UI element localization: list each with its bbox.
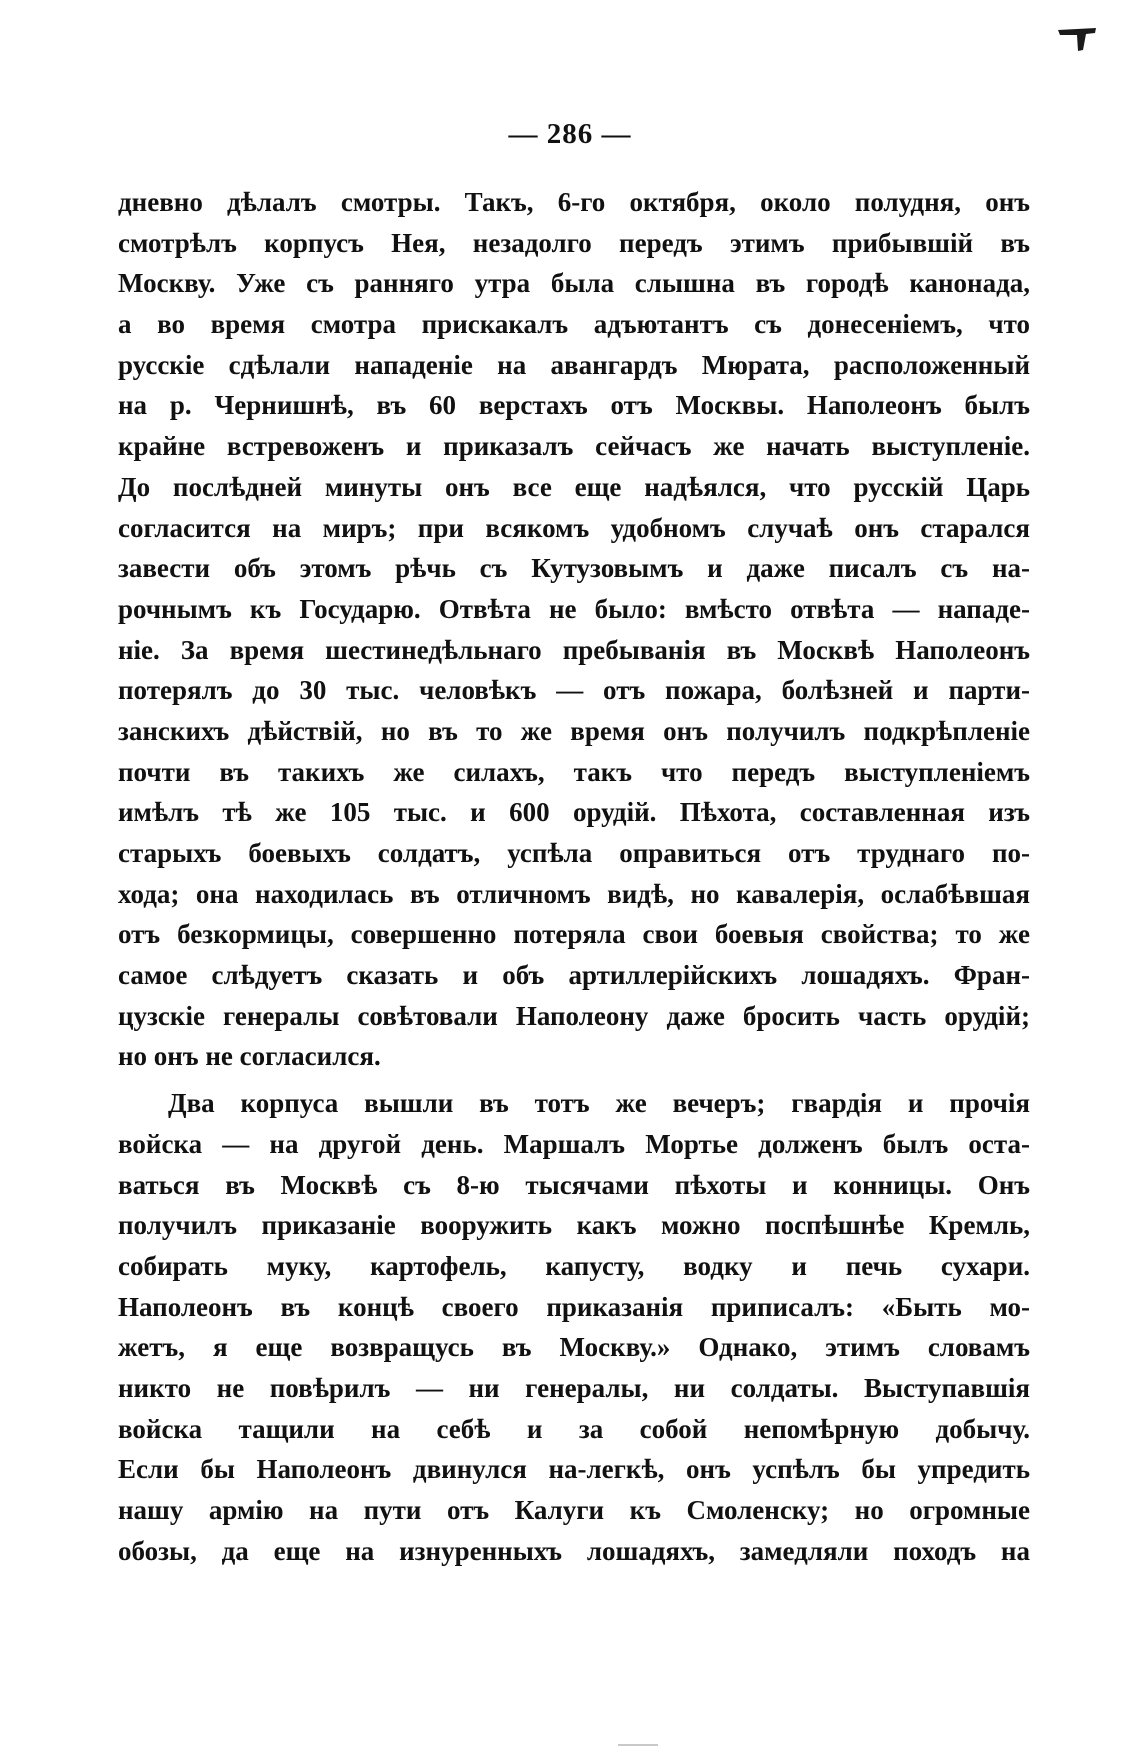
paragraph-2 <box>118 1083 1030 1571</box>
text-line: Москву. Уже съ ранняго утра была слышна въ городѣ канонада, <box>118 268 1030 299</box>
text-line: цузскіе генералы совѣтовали Наполеону даже бросить часть орудій; <box>118 1000 1030 1031</box>
text-line: дневно дѣлалъ смотры. Такъ, 6-го октября, около полудня, онъ <box>118 187 1030 217</box>
faint-bottom-mark <box>618 1744 658 1746</box>
text-line: отъ безкормицы, совершенно потеряла свои боевыя свойства; то же <box>118 919 1030 950</box>
text-line: на р. Чернишнѣ, въ 60 верстахъ отъ Москвы. Наполеонъ былъ <box>118 390 1030 421</box>
text-line: потерялъ до 30 тыс. человѣкъ — отъ пожара, болѣзней и парти- <box>118 675 1030 706</box>
text-line: занскихъ дѣйствій, но въ то же время онъ получилъ подкрѣпленіе <box>118 715 1030 746</box>
text-line: ніе. За время шестинедѣльнаго пребыванія въ Москвѣ Наполеонъ <box>118 634 1030 665</box>
text-line: нашу армію на пути отъ Калуги къ Смоленску; но огромные <box>118 1495 1030 1525</box>
text-line: старыхъ боевыхъ солдатъ, успѣла оправиться отъ труднаго по- <box>118 838 1030 868</box>
text-line: получилъ приказаніе вооружить какъ можно поспѣшнѣе Кремль, <box>118 1210 1030 1241</box>
text-line: войска — на другой день. Маршалъ Мортье долженъ былъ оста- <box>118 1128 1030 1159</box>
text-line: жетъ, я еще возвращусь въ Москву.» Однако, этимъ словамъ <box>118 1332 1030 1363</box>
text-line: Наполеонъ въ концѣ своего приказанія приписалъ: «Быть мо- <box>118 1291 1030 1322</box>
text-line: До послѣдней минуты онъ все еще надѣялся, что русскій Царь <box>118 471 1030 502</box>
text-line: крайне встревоженъ и приказалъ сейчасъ же начать выступленіе. <box>118 431 1030 462</box>
text-line: русскіе сдѣлали нападеніе на авангардъ Мюрата, расположенный <box>118 349 1030 380</box>
corner-ink-mark <box>1056 24 1098 52</box>
text-line: согласится на миръ; при всякомъ удобномъ случаѣ онъ старался <box>118 512 1030 543</box>
text-line: почти въ такихъ же силахъ, такъ что передъ выступленіемъ <box>118 756 1030 787</box>
text-line: самое слѣдуетъ сказать и объ артиллерійскихъ лошадяхъ. Фран- <box>118 960 1030 991</box>
text-line: хода; она находилась въ отличномъ видѣ, но кавалерія, ослабѣвшая <box>118 878 1030 909</box>
text-line: обозы, да еще на изнуренныхъ лошадяхъ, замедляли походъ на <box>118 1535 1030 1566</box>
text-line: имѣлъ тѣ же 105 тыс. и 600 орудій. Пѣхота, составленная изъ <box>118 797 1030 828</box>
text-line: рочнымъ къ Государю. Отвѣта не было: вмѣсто отвѣта — нападе- <box>118 593 1030 624</box>
page-number: — 286 — <box>508 118 632 150</box>
text-line: войска тащили на себѣ и за собой непомѣрную добычу. <box>118 1413 1030 1444</box>
text-line: но онъ не согласился. <box>118 1041 381 1072</box>
text-line: завести объ этомъ рѣчь съ Кутузовымъ и даже писалъ съ на- <box>118 553 1030 584</box>
text-line: а во время смотра прискакалъ адъютантъ съ донесеніемъ, что <box>118 309 1030 340</box>
text-line: ваться въ Москвѣ съ 8-ю тысячами пѣхоты и конницы. Онъ <box>118 1169 1030 1200</box>
text-line: смотрѣлъ корпусъ Нея, незадолго передъ этимъ прибывшій въ <box>118 227 1030 258</box>
body-text <box>118 182 1030 1571</box>
paragraph-1 <box>118 182 1030 1077</box>
text-line: Два корпуса вышли въ тотъ же вечеръ; гвардія и прочія <box>168 1088 1030 1119</box>
text-line: Если бы Наполеонъ двинулся на-легкѣ, онъ успѣлъ бы упредить <box>118 1454 1030 1485</box>
text-line: собирать муку, картофель, капусту, водку и печь сухари. <box>118 1250 1030 1281</box>
text-line: никто не повѣрилъ — ни генералы, ни солдаты. Выступавшія <box>118 1372 1030 1403</box>
